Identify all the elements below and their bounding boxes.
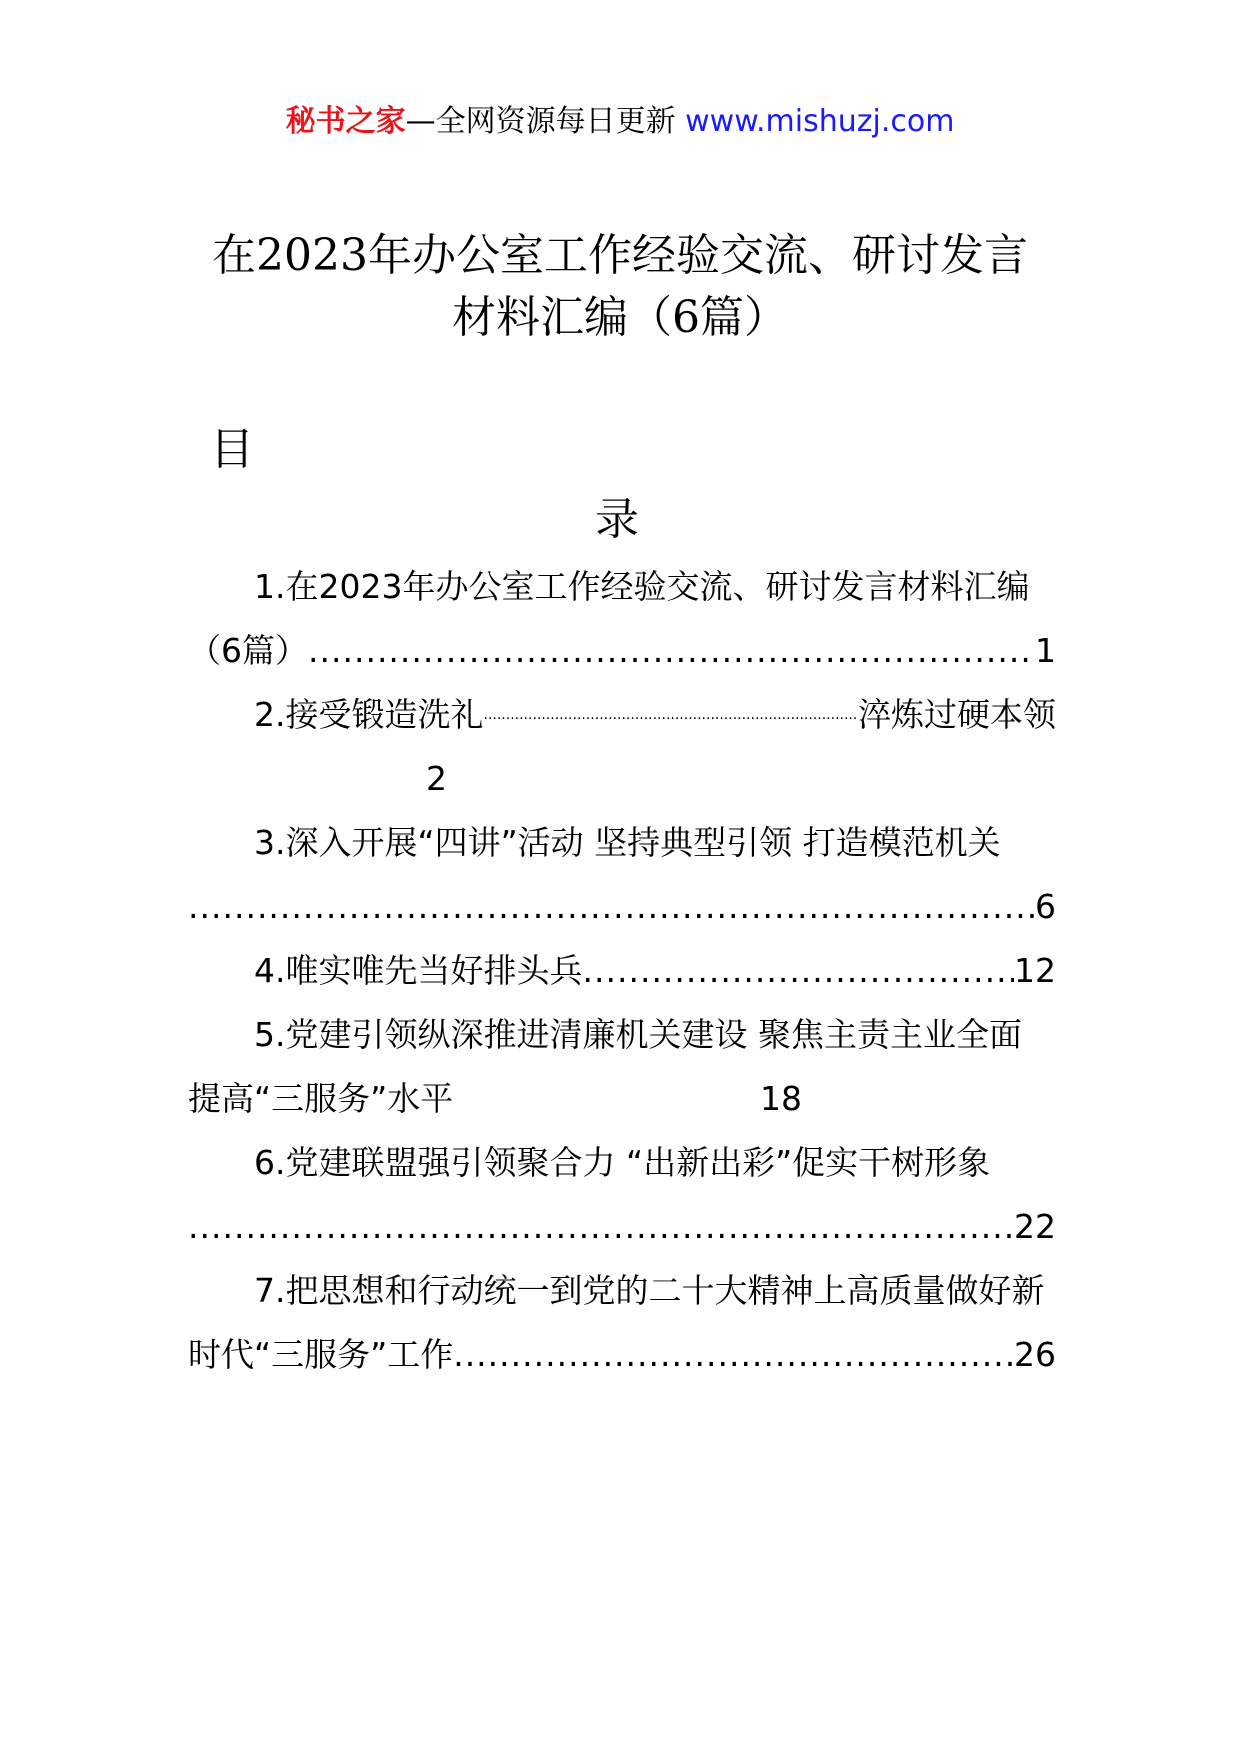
title-line-2: 材料汇编（6篇）: [452, 292, 788, 343]
toc-entry-1-title: 1.在2023年办公室工作经验交流、研讨发言材料汇编: [254, 567, 1030, 606]
toc-heading-part-2: 录: [595, 494, 639, 545]
toc-heading-part-1: 目: [210, 424, 254, 475]
toc-entry-3-title: 3.深入开展“四讲”活动 坚持典型引领 打造模范机关: [254, 823, 1001, 862]
title-line-1: 在2023年办公室工作经验交流、研讨发言: [212, 230, 1028, 281]
toc-entry-6-title: 6.党建联盟强引领聚合力 “出新出彩”促实干树形象: [254, 1143, 991, 1182]
toc-leader-dots: [308, 619, 1035, 683]
toc-entry-2-line-2[interactable]: [188, 747, 1056, 811]
toc-leader-dots: [188, 875, 1035, 939]
toc-entry-1-title-cont: （6篇）: [188, 631, 308, 670]
toc-entry-3-line-2[interactable]: [188, 875, 1056, 939]
toc-leader-dots: [583, 939, 1015, 1003]
toc-leader-dots: [453, 1323, 1014, 1387]
toc-entry-7-line-1[interactable]: [188, 1259, 1056, 1323]
toc-entry-2-page: 2: [426, 759, 447, 798]
toc-leader-dots: [484, 705, 859, 725]
toc-entry-6-line-2[interactable]: [188, 1195, 1056, 1259]
toc-entry-2-line-1[interactable]: [188, 683, 1056, 747]
toc-entry-1-page: 1: [1035, 631, 1056, 670]
table-of-contents: [188, 555, 1056, 1387]
site-url[interactable]: www.mishuzj.com: [685, 104, 955, 139]
toc-entry-5-title-cont: 提高“三服务”水平: [188, 1079, 454, 1118]
toc-entry-4-title: 4.唯实唯先当好排头兵: [254, 951, 583, 990]
brand-name: 秘书之家: [285, 104, 406, 139]
site-banner: [0, 100, 1240, 144]
toc-entry-3-line-1[interactable]: [188, 811, 1056, 875]
toc-entry-4-line-1[interactable]: [188, 939, 1056, 1003]
toc-entry-7-line-2[interactable]: [188, 1323, 1056, 1387]
document-title: [100, 225, 1140, 349]
toc-entry-3-page: 6: [1035, 887, 1056, 926]
toc-entry-2-title-left: 2.接受锻造洗礼: [254, 695, 484, 734]
toc-leader-dots: [188, 1195, 1014, 1259]
toc-entry-5-line-1[interactable]: [188, 1003, 1056, 1067]
toc-entry-2-title-right: 淬炼过硬本领: [858, 695, 1056, 734]
toc-entry-1-line-2[interactable]: [188, 619, 1056, 683]
toc-entry-1-line-1[interactable]: [188, 555, 1056, 619]
toc-entry-7-page: 26: [1014, 1335, 1056, 1374]
toc-entry-7-title-cont: 时代“三服务”工作: [188, 1335, 454, 1374]
toc-entry-5-title: 5.党建引领纵深推进清廉机关建设 聚焦主责主业全面: [254, 1015, 1022, 1054]
toc-entry-7-title: 7.把思想和行动统一到党的二十大精神上高质量做好新: [254, 1271, 1045, 1310]
toc-entry-6-page: 22: [1014, 1207, 1056, 1246]
toc-entry-5-line-2[interactable]: [188, 1067, 1056, 1131]
toc-entry-5-page: 18: [760, 1079, 802, 1118]
toc-entry-6-line-1[interactable]: [188, 1131, 1056, 1195]
toc-entry-4-page: 12: [1014, 951, 1056, 990]
brand-slogan: —全网资源每日更新: [405, 104, 676, 139]
